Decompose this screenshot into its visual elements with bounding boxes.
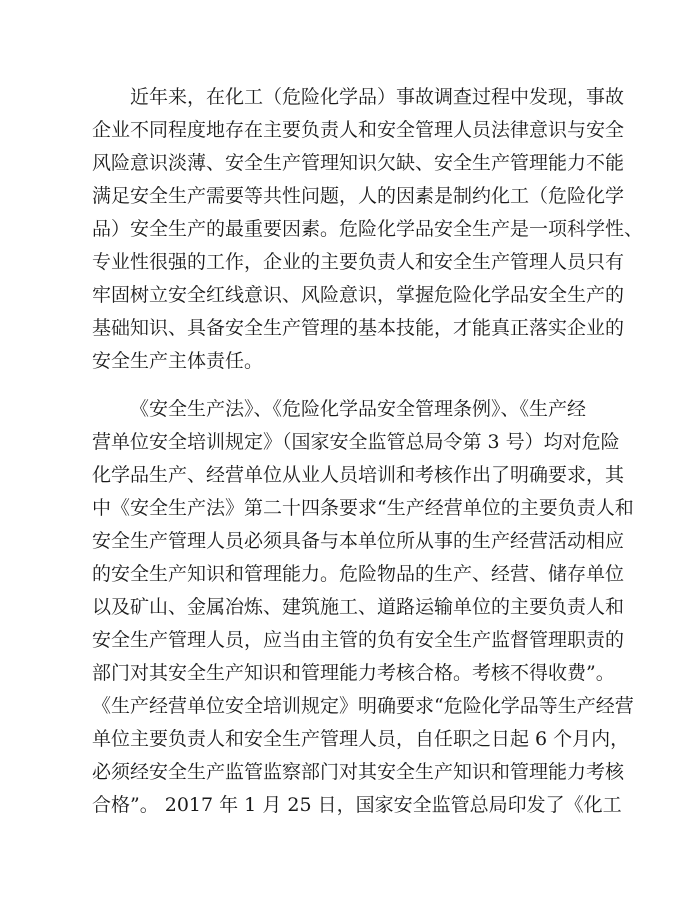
text-line: 中《安全生产法》第二十四条要求“生产经营单位的主要负责人和 [92, 497, 634, 519]
text-line: 近年来，在化工（危险化学品）事故调查过程中发现，事故 [130, 86, 625, 108]
text-line: 安全生产管理人员，应当由主管的负有安全生产监督管理职责的 [92, 629, 625, 651]
text-line: 基础知识、具备安全生产管理的基本技能，才能真正落实企业的 [92, 317, 625, 339]
text-line: 必须经安全生产监管监察部门对其安全生产知识和管理能力考核 [92, 761, 625, 783]
text-line: 部门对其安全生产知识和管理能力考核合格。考核不得收费”。 [92, 662, 615, 684]
text-line: 化学品生产、经营单位从业人员培训和考核作出了明确要求，其 [92, 464, 625, 486]
text-line: 专业性很强的工作，企业的主要负责人和安全生产管理人员只有 [92, 251, 625, 273]
text-line: 安全生产主体责任。 [92, 350, 264, 372]
text-line: 满足安全生产需要等共性问题，人的因素是制约化工（危险化学 [92, 185, 625, 207]
text-line: 牢固树立安全红线意识、风险意识，掌握危险化学品安全生产的 [92, 284, 625, 306]
text-line: 风险意识淡薄、安全生产管理知识欠缺、安全生产管理能力不能 [92, 152, 625, 174]
text-line: 企业不同程度地存在主要负责人和安全管理人员法律意识与安全 [92, 119, 625, 141]
text-line: 单位主要负责人和安全生产管理人员，自任职之日起 6 个月内， [92, 728, 630, 750]
text-line: 品）安全生产的最重要因素。危险化学品安全生产是一项科学性、 [92, 218, 644, 240]
text-line: 营单位安全培训规定》（国家安全监管总局令第 3 号）均对危险 [92, 431, 620, 453]
text-line: 安全生产管理人员必须具备与本单位所从事的生产经营活动相应 [92, 530, 625, 552]
text-line: 合格”。 2017 年 1 月 25 日，国家安全监管总局印发了《化工 [92, 794, 622, 816]
text-line: 《安全生产法》、《危险化学品安全管理条例》、《生产经 [130, 398, 587, 420]
text-line: 的安全生产知识和管理能力。危险物品的生产、经营、储存单位 [92, 563, 625, 585]
text-line: 《生产经营单位安全培训规定》明确要求“危险化学品等生产经营 [92, 695, 634, 717]
text-line: 以及矿山、金属冶炼、建筑施工、道路运输单位的主要负责人和 [92, 596, 625, 618]
